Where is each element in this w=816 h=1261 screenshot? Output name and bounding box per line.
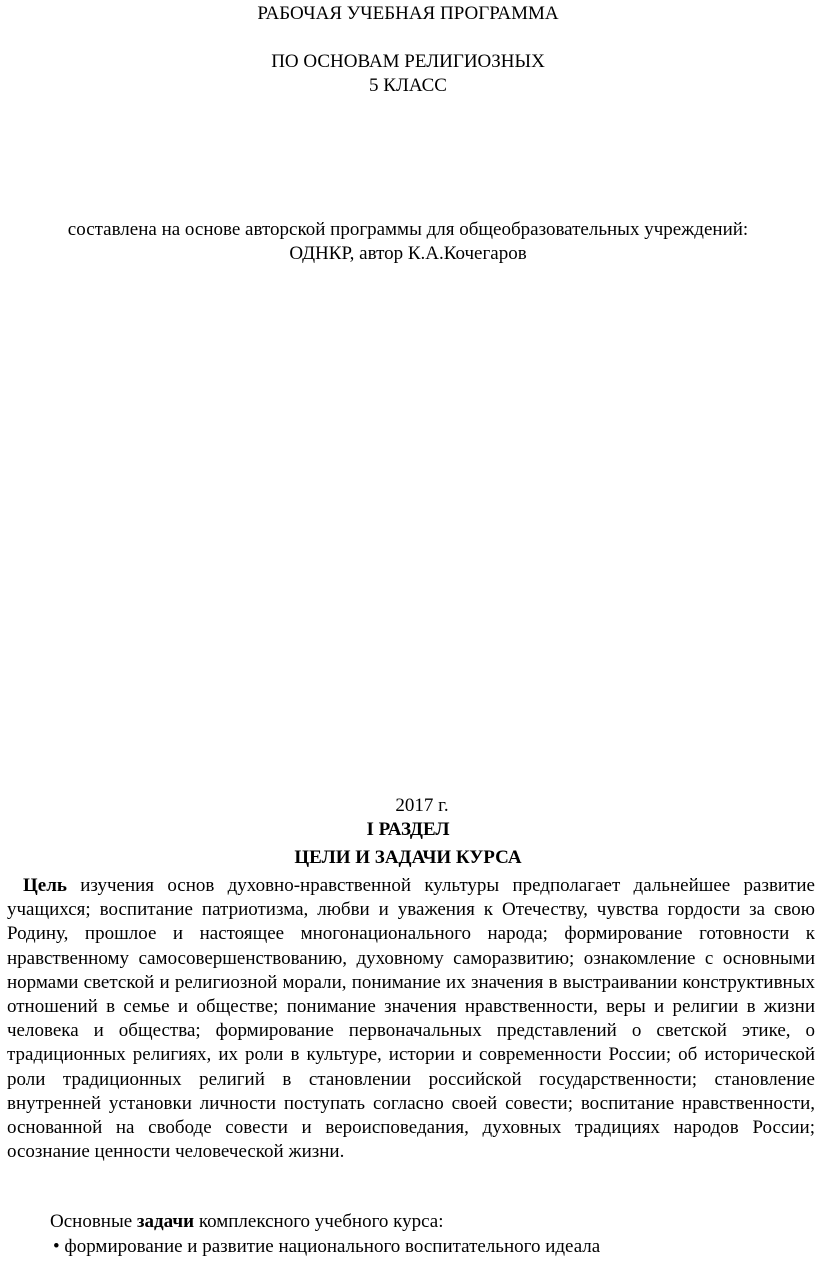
goal-text: изучения основ духовно-нравственной культуры предполагает дальнейшее развитие учащихся; воспитание патриотизма, любви и уважения к Отечеству, чувства гордости за свою Родину, прошлое и настоящее многонационального народа; формирование готовности к нравственному самосовершенствованию, духовному саморазвитию; ознакомление с основными нормами светской и религиозной морали, понимание их значения в выстраивании конструктивных отношений в семье и обществе; понимание значения нравственности, веры и религии в жизни человека и общества; формирование первоначальных представлений о светской этике, о традиционных религиях, их роли в культуре, истории и современности России; об исторической роли традиционных религий в становлении российской государственности; становление внутренней установки личности поступать согласно своей совести; воспитание нравственности, основанной на свободе совести и вероисповедания, духовных традициях народов России; осознание ценности человеческой жизни. [7,875,815,1163]
program-grade: 5 КЛАСС [369,75,447,96]
program-subject: ПО ОСНОВАМ РЕЛИГИОЗНЫХ [271,51,545,72]
tasks-heading [50,1210,810,1234]
tasks-term: задачи [136,1211,195,1232]
tasks-prefix: Основные [50,1211,137,1232]
section-number: I РАЗДЕЛ [366,819,450,840]
goal-paragraph [7,874,815,1164]
basis-line-2: ОДНКР, автор К.А.Кочегаров [289,243,527,264]
goal-term: Цель [23,875,67,896]
goal-indent [7,875,23,896]
program-title: РАБОЧАЯ УЧЕБНАЯ ПРОГРАММА [257,3,559,24]
section-title: ЦЕЛИ И ЗАДАЧИ КУРСА [294,847,522,868]
tasks-suffix: комплексного учебного курса: [194,1211,444,1232]
tasks-list-item: • формирование и развитие национального воспитательного идеала [53,1236,601,1257]
basis-line-1: составлена на основе авторской программы для общеобразовательных учреждений: [67,219,749,240]
year-label: 2017 г. [395,795,449,816]
